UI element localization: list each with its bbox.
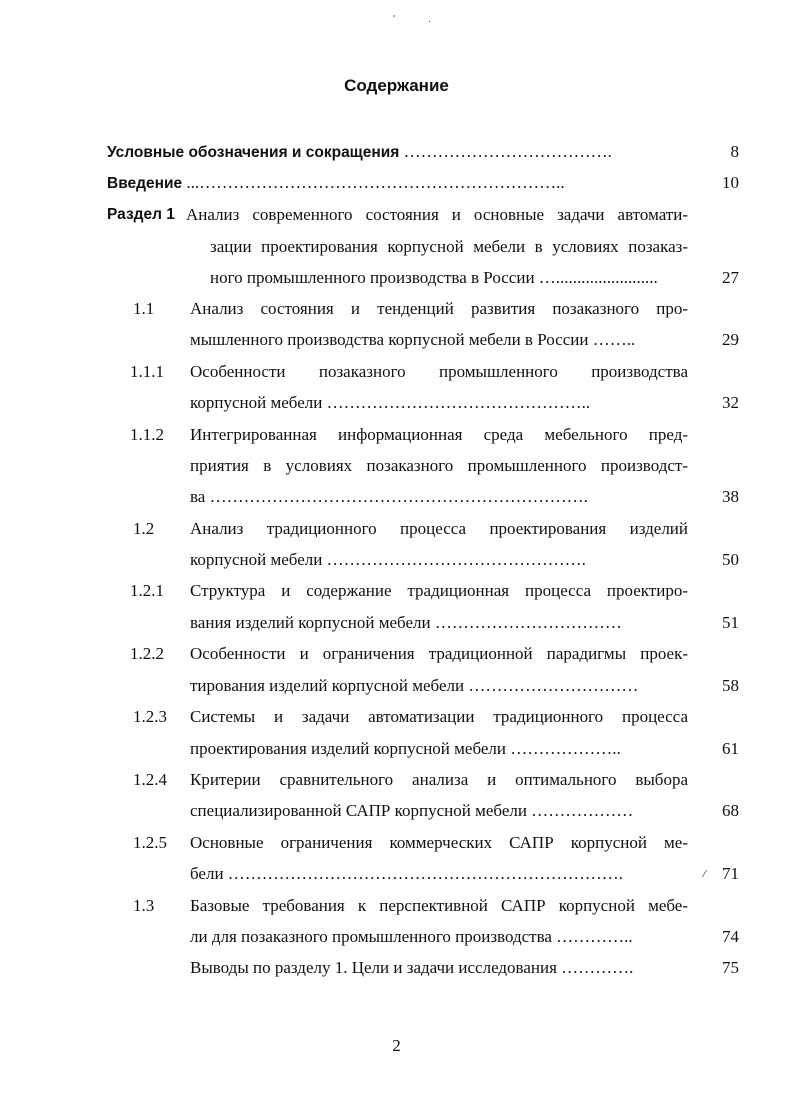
toc-section-label: Раздел 1 — [107, 206, 175, 223]
toc-entry-conclusions: Выводы по разделу 1. Цели и задачи исследования …………. — [190, 958, 634, 977]
toc-entry-introduction — [107, 172, 687, 195]
toc-section-number: 1.2 — [133, 519, 155, 538]
toc-section-number: 1.3 — [133, 896, 155, 915]
toc-entry-line: специализированной САПР корпусной мебели ……………… — [190, 801, 634, 820]
toc-entry-line: корпусной мебели ………………………………………. — [190, 550, 586, 569]
toc-entry-label: Введение — [107, 175, 183, 192]
toc-page-number: 50 — [722, 550, 739, 569]
toc-entry-line: бели ……………………………………………………………. — [190, 864, 624, 883]
toc-entry-line: Базовые требования к перспективной САПР корпусной мебе- — [190, 896, 688, 915]
toc-entry-line: ва …………………………………………………………. — [190, 487, 588, 506]
toc-entry-line: Особенности позаказного промышленного производства — [190, 362, 688, 381]
toc-entry-line: Анализ традиционного процесса проектирования изделий — [190, 519, 688, 538]
page-number: 2 — [392, 1036, 401, 1055]
toc-page-number: 68 — [722, 801, 739, 820]
toc-page-number: 8 — [730, 142, 739, 161]
toc-entry-line: вания изделий корпусной мебели …………………………… — [190, 613, 622, 632]
toc-entry-line: проектирования изделий корпусной мебели ……………….. — [190, 739, 621, 758]
toc-entry-line: зации проектирования корпусной мебели в условиях позаказ- — [210, 237, 688, 256]
toc-page-number: 61 — [722, 739, 739, 758]
toc-section-number: 1.1 — [133, 299, 155, 318]
toc-entry-line: приятия в условиях позаказного промышленного производст- — [190, 456, 688, 475]
scan-mark: ' — [393, 14, 395, 25]
toc-section-number: 1.1.2 — [130, 425, 164, 444]
toc-entry-line: мышленного производства корпусной мебели в России …….. — [190, 330, 636, 349]
toc-entry-label: Условные обозначения и сокращения — [107, 144, 400, 161]
toc-dots: ………………………………. — [399, 142, 612, 161]
toc-entry-line: корпусной мебели ……………………………………….. — [190, 393, 591, 412]
toc-dots: ...……………………………………………………….. — [182, 173, 565, 192]
toc-page-number: 32 — [722, 393, 739, 412]
toc-section-number: 1.2.3 — [133, 707, 167, 726]
toc-entry-line: Особенности и ограничения традиционной парадигмы проек- — [190, 644, 688, 663]
toc-page-number: 29 — [722, 330, 739, 349]
toc-page-number: 27 — [722, 268, 739, 287]
toc-page-number: 71 — [722, 864, 739, 883]
toc-entry-line: тирования изделий корпусной мебели ………………………… — [190, 676, 639, 695]
toc-entry-line: Структура и содержание традиционная процесса проектиро- — [190, 581, 688, 600]
toc-section-number: 1.2.5 — [133, 833, 167, 852]
toc-entry-line: Системы и задачи автоматизации традиционного процесса — [190, 707, 688, 726]
page-title: Содержание — [344, 76, 449, 95]
toc-section-number: 1.2.2 — [130, 644, 164, 663]
toc-entry-abbreviations — [107, 141, 687, 164]
scan-mark: . — [428, 14, 431, 25]
toc-section-number: 1.1.1 — [130, 362, 164, 381]
toc-page-number: 58 — [722, 676, 739, 695]
toc-section-number: 1.2.1 — [130, 581, 164, 600]
toc-page-number: 74 — [722, 927, 739, 946]
toc-entry-line: Анализ современного состояния и основные задачи автомати- — [186, 205, 688, 224]
toc-entry-line: ли для позаказного промышленного производства ………….. — [190, 927, 633, 946]
toc-page-number: 38 — [722, 487, 739, 506]
scan-mark: ⁄ — [704, 869, 706, 880]
toc-entry-line: ного промышленного производства в России …........................ — [210, 268, 658, 287]
toc-entry-line: Интегрированная информационная среда мебельного пред- — [190, 425, 688, 444]
toc-page-number: 10 — [722, 173, 739, 192]
toc-section-number: 1.2.4 — [133, 770, 167, 789]
toc-entry-line: Основные ограничения коммерческих САПР корпусной ме- — [190, 833, 688, 852]
toc-entry-line: Критерии сравнительного анализа и оптимального выбора — [190, 770, 688, 789]
toc-page-number: 75 — [722, 958, 739, 977]
toc-page-number: 51 — [722, 613, 739, 632]
toc-entry-line: Анализ состояния и тенденций развития позаказного про- — [190, 299, 688, 318]
